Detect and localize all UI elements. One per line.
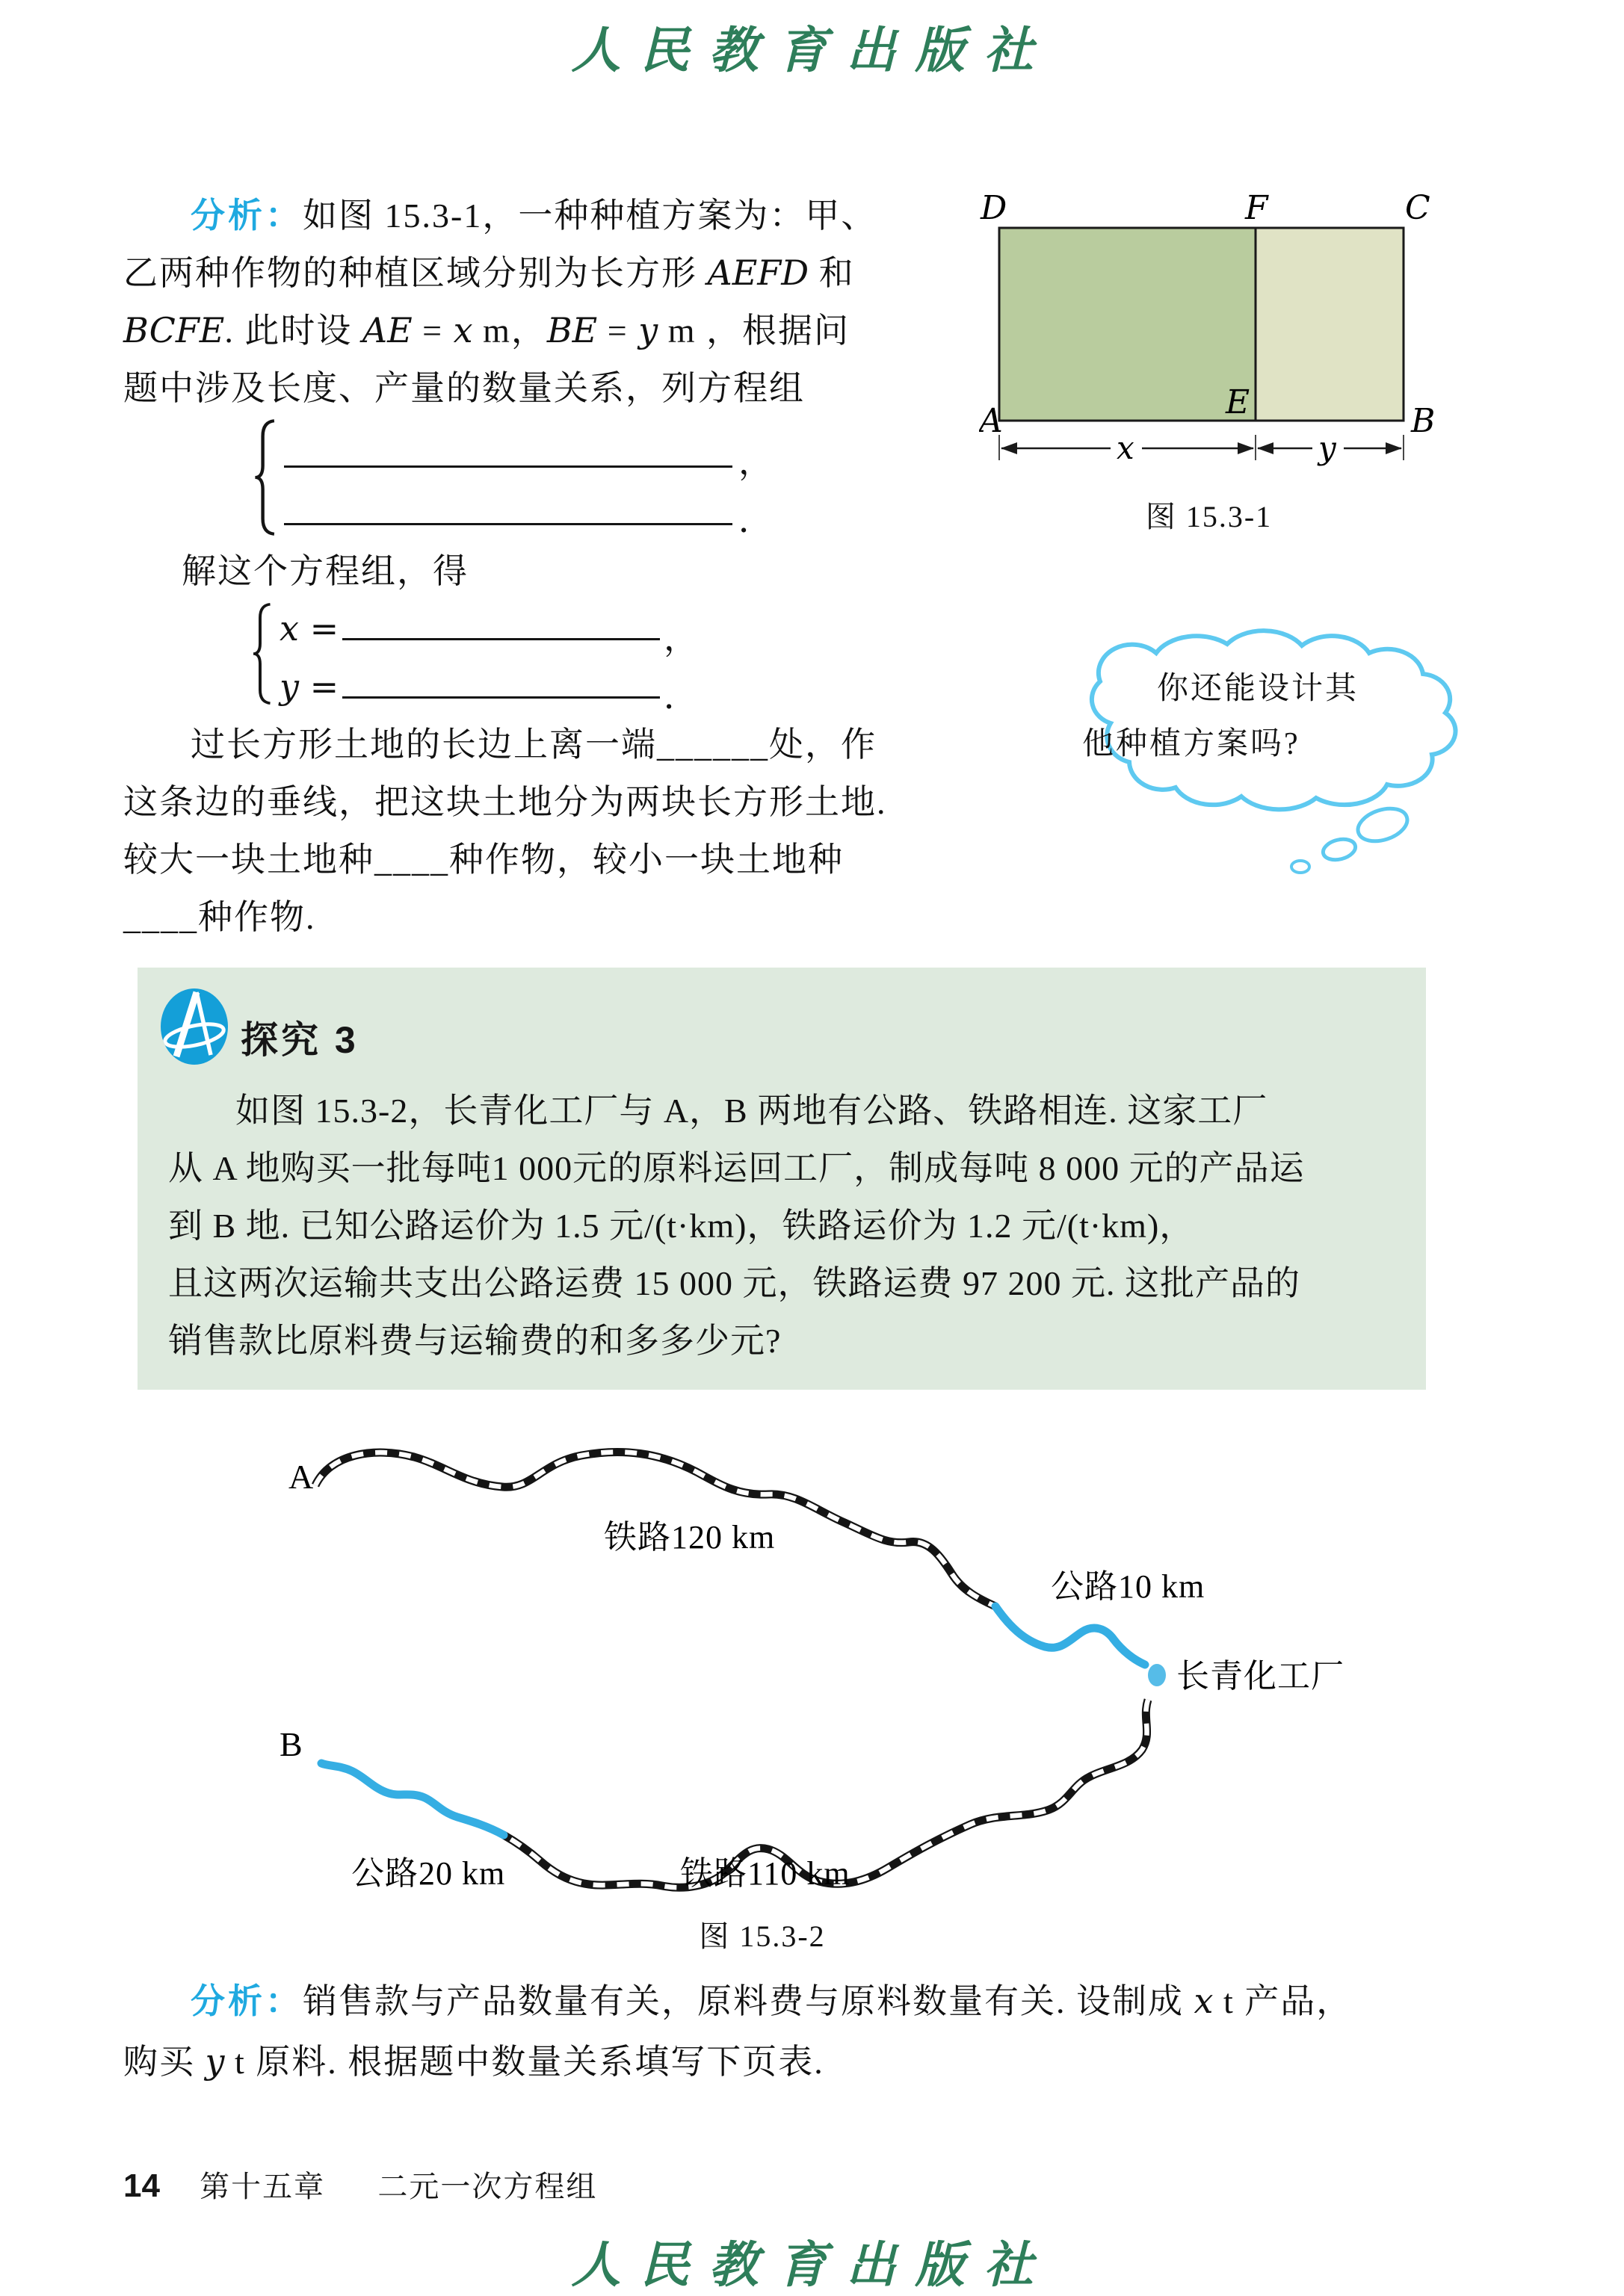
- dim-y-label: y: [1318, 430, 1336, 466]
- analysis1-line1-text: 如图 15.3-1，一种种植方案为：甲、: [303, 197, 877, 235]
- solve-sentence: 解这个方程组，得: [182, 552, 469, 590]
- equation1-blank2: [284, 471, 732, 525]
- analysis1-line4: 题中涉及长度、产量的数量关系，列方程组: [123, 369, 805, 407]
- analysis2-line1: [123, 1971, 1528, 2032]
- rail-ab-label: 铁路120 km: [604, 1519, 776, 1556]
- analysis2-line2: 购买 y t 原料. 根据题中数量关系填写下页表.: [123, 2041, 824, 2082]
- paragraph2-line4: ____种作物.: [123, 898, 316, 936]
- dim-x-arrowhead-left-icon: [1001, 442, 1017, 454]
- equation2-y-punct: ．: [664, 678, 698, 716]
- label-F: F: [1245, 189, 1268, 227]
- analysis1-paragraph: [123, 187, 998, 417]
- explore-line1: 如图 15.3-2，长青化工厂与 A，B 两地有公路、铁路相连. 这家工厂: [235, 1092, 1268, 1130]
- equation-system-1: [253, 418, 776, 538]
- label-D: D: [981, 189, 1007, 227]
- brace-icon: [251, 602, 274, 705]
- factory-dot: [1148, 1664, 1166, 1686]
- map-label-B: B: [280, 1725, 303, 1763]
- publisher-logo-top: 人民教育出版社: [571, 21, 1053, 79]
- road-a-line: [995, 1606, 1145, 1665]
- field-left-region: [999, 228, 1256, 421]
- map-label-A: A: [288, 1458, 314, 1496]
- explore-compass-icon: [160, 988, 229, 1065]
- bubble-tail-2: [1321, 836, 1358, 863]
- publisher-logo-bottom: 人民教育出版社: [571, 2235, 1053, 2294]
- equation-system-2: [251, 602, 714, 716]
- analysis1-line3: BCFE. 此时设 AE = x m，BE = y m ，根据问: [123, 310, 850, 350]
- equation2-x-punct: ，: [664, 619, 698, 657]
- footer-section: 二元一次方程组: [377, 2170, 598, 2203]
- label-B: B: [1411, 402, 1436, 440]
- rail-b-label: 铁路110 km: [680, 1855, 850, 1892]
- dim-x-label: x: [1117, 430, 1134, 466]
- road-b-label: 公路20 km: [351, 1855, 506, 1892]
- analysis1-line1: [123, 187, 998, 244]
- equation1-punct1: ，: [738, 443, 773, 481]
- label-A: A: [979, 402, 1003, 440]
- factory-label: 长青化工厂: [1176, 1658, 1344, 1695]
- explore-title: 探究 3: [241, 1019, 359, 1061]
- explore-line2: 从 A 地购买一批每吨1 000元的原料运回工厂，制成每吨 8 000 元的产品运: [168, 1149, 1305, 1187]
- figure-planting-rectangle: [979, 185, 1442, 499]
- analysis-label-2: 分析：: [191, 1981, 303, 2020]
- road-a-label: 公路10 km: [1051, 1568, 1205, 1605]
- dim-x-arrowhead-right-icon: [1238, 442, 1254, 454]
- paragraph2-line2: 这条边的垂线，把这块土地分为两块长方形土地.: [123, 783, 887, 821]
- label-C: C: [1405, 189, 1430, 227]
- analysis-label: 分析：: [191, 196, 303, 235]
- figure1-caption: 图 15.3-1: [1145, 500, 1273, 533]
- analysis2-line1-text: 销售款与产品数量有关，原料费与原料数量有关. 设制成 x t 产品，: [303, 1981, 1353, 2021]
- equation2-x-lhs: x =: [280, 608, 339, 649]
- bubble-tail-1: [1353, 802, 1411, 847]
- equation2-y-lhs: y =: [280, 666, 339, 707]
- analysis2-paragraph: [123, 1971, 1528, 2092]
- page-footer: [123, 2163, 597, 2206]
- bubble-text-line1: 你还能设计其: [1157, 672, 1359, 706]
- explore-line4: 且这两次运输共支出公路运费 15 000 元，铁路运费 97 200 元. 这批产品的: [168, 1264, 1300, 1302]
- bubble-text-line2: 他种植方案吗?: [1082, 727, 1300, 761]
- paragraph2-line1: 过长方形土地的长边上离一端______处，作: [191, 725, 877, 764]
- paragraph2-line3: 较大一块土地种____种作物，较小一块土地种: [123, 841, 844, 879]
- analysis1-line2: 乙两种作物的种植区域分别为长方形 AEFD 和: [123, 253, 855, 293]
- explore-line3: 到 B 地. 已知公路运价为 1.5 元/(t·km)，铁路运价为 1.2 元/(t·km)，: [168, 1207, 1195, 1245]
- field-right-region: [1256, 228, 1404, 421]
- explore-line5: 销售款比原料费与运输费的和多多少元?: [168, 1322, 782, 1360]
- road-b-line: [321, 1763, 504, 1835]
- label-E: E: [1226, 383, 1250, 421]
- equation1-blank1: [284, 418, 732, 468]
- equation2-y-blank: [342, 660, 660, 699]
- brace-icon: [253, 418, 278, 536]
- figure2-caption: 图 15.3-2: [699, 1919, 826, 1953]
- dim-y-arrowhead-right-icon: [1386, 442, 1402, 454]
- explore-paragraph: [168, 1082, 1409, 1370]
- figure-transport-map: [247, 1442, 1405, 1965]
- dim-y-arrowhead-left-icon: [1257, 442, 1273, 454]
- footer-chapter: 第十五章: [200, 2170, 326, 2203]
- page-number: 14: [123, 2167, 160, 2204]
- bubble-tail-3: [1291, 861, 1309, 873]
- equation2-x-blank: [342, 602, 660, 640]
- equation1-punct2: ．: [738, 501, 773, 539]
- paragraph2: [123, 716, 998, 946]
